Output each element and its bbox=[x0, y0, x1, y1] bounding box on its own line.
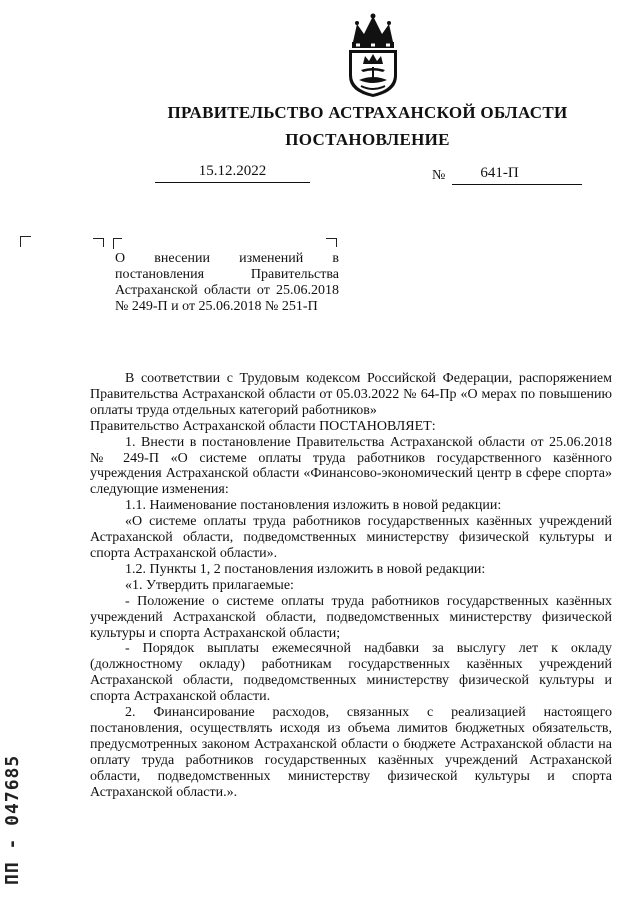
subject-corner-mark-left-inner bbox=[113, 238, 122, 249]
serial-stamp: ПП - 047685 bbox=[2, 754, 23, 886]
government-title: ПРАВИТЕЛЬСТВО АСТРАХАНСКОЙ ОБЛАСТИ bbox=[167, 103, 568, 122]
body-paragraph: «1. Утвердить прилагаемые: bbox=[125, 577, 294, 593]
body-paragraph: В соответствии с Трудовым кодексом Российской Федерации, распоряжением Правительства Астраханской области от 05.03.2022 № 64-Пр «О мерах по повышению оплаты труда отдельных категорий работников» bbox=[90, 371, 612, 418]
coat-of-arms-icon bbox=[343, 12, 403, 98]
subject-corner-mark-right bbox=[326, 238, 337, 247]
document-number: 641-П bbox=[480, 165, 519, 181]
date-underline bbox=[155, 182, 310, 183]
body-paragraph: - Порядок выплаты ежемесячной надбавки за выслугу лет к окладу (должностному окладу) работникам государственных казённых учреждений Астраханской области, подведомственных министерству физической культуры и спорта Астраханской области. bbox=[90, 641, 612, 705]
number-sign: № bbox=[432, 168, 446, 183]
document-date: 15.12.2022 bbox=[198, 163, 267, 179]
body-paragraph: 1.1. Наименование постановления изложить в новой редакции: bbox=[125, 498, 502, 514]
subject-corner-mark-left bbox=[93, 238, 104, 247]
body-paragraph: 1. Внести в постановление Правительства Астраханской области от 25.06.2018 № 249-П «О системе оплаты труда работников государственного казённого учреждения Астраханской области «Финансово-экономический центр в сфере спорта» следующие изменения: bbox=[90, 434, 612, 498]
body-paragraph: 1.2. Пункты 1, 2 постановления изложить в новой редакции: bbox=[125, 561, 486, 577]
margin-corner-mark bbox=[20, 236, 31, 247]
number-underline bbox=[452, 184, 582, 185]
document-body bbox=[90, 371, 612, 800]
body-paragraph: - Положение о системе оплаты труда работников государственных казённых учреждений Астраханской области, подведомственных министерству физической культуры и спорта Астраханской области; bbox=[90, 593, 612, 641]
body-paragraph: 2. Финансирование расходов, связанных с реализацией настоящего постановления, осуществлять исходя из объема лимитов бюджетных обязательств, предусмотренных законом Астраханской области о бюджете Астраханской области на оплату труда работников государственных казённых учреждений Астраханской области, подведомственных министерству физической культуры и спорта Астраханской области.». bbox=[90, 705, 612, 800]
body-paragraph: «О системе оплаты труда работников государственных казённых учреждений Астраханской области, подведомственных министерству физической культуры и спорта Астраханской области». bbox=[90, 514, 612, 561]
document-subject: О внесении изменений в постановления Правительства Астраханской области от 25.06.2018 № 249-П и от 25.06.2018 № 251-П bbox=[115, 251, 339, 314]
document-type: ПОСТАНОВЛЕНИЕ bbox=[285, 130, 450, 149]
body-paragraph: Правительство Астраханской области ПОСТАНОВЛЯЕТ: bbox=[90, 418, 436, 434]
